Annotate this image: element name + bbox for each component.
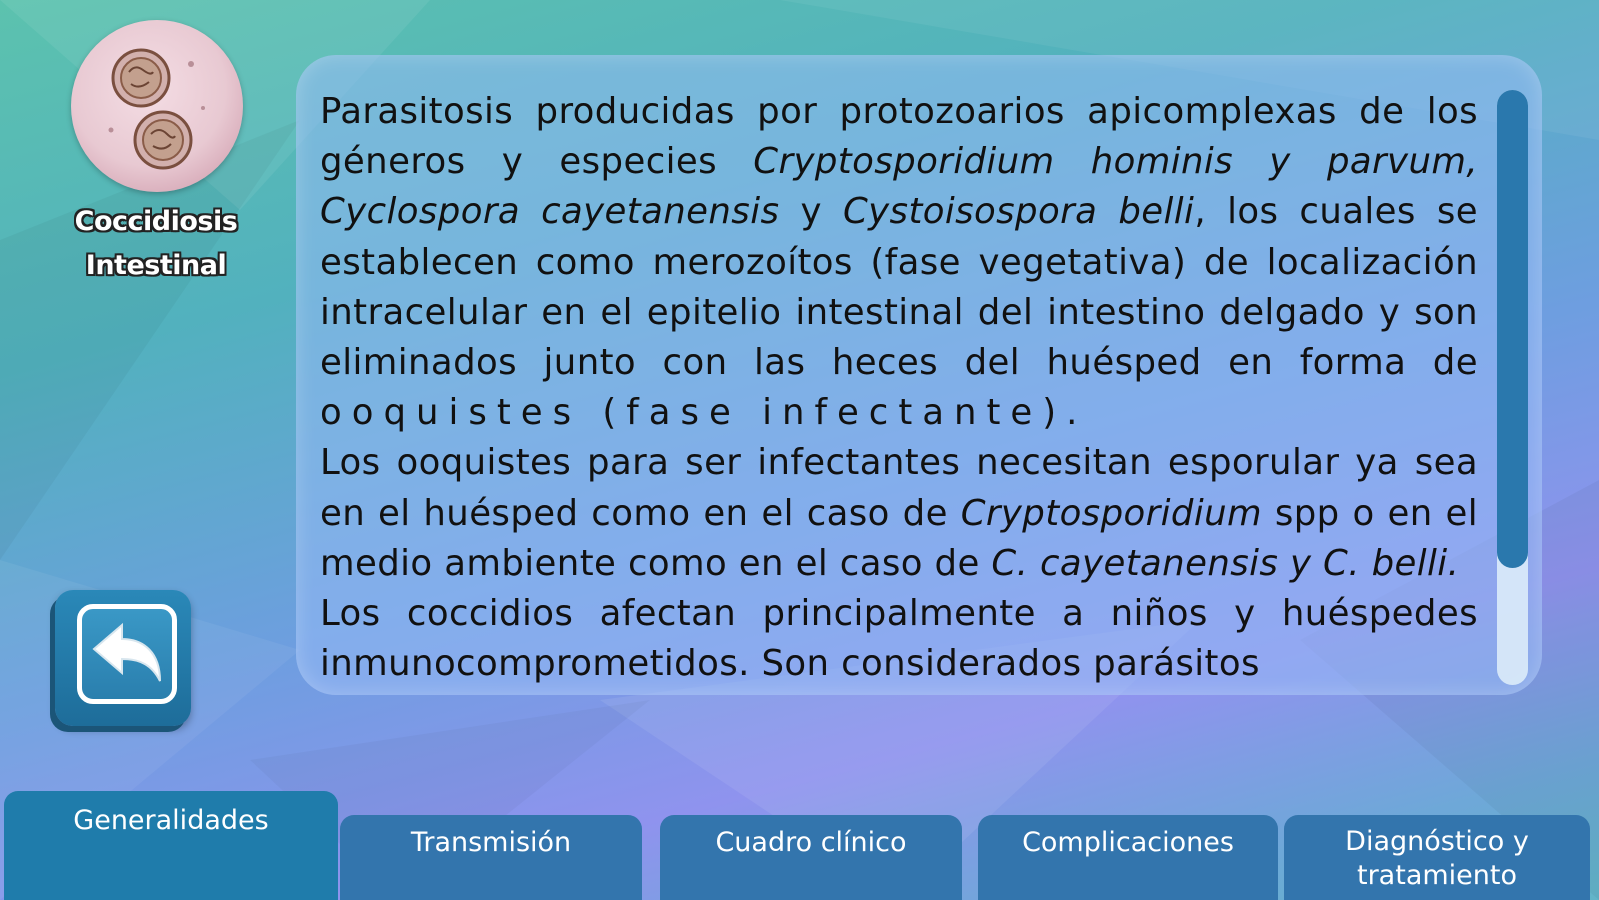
paragraph-1: Parasitosis producidas por protozoarios apicomplexas de los géneros y especies Cryptosporidium hominis y parvum, Cyclospora cayetanensis y Cystoisospora belli, los cuales se establecen como merozoítos (fase vegetativa) de localización intracelular en el epitelio intestinal del intestino delgado y son eliminados junto con las heces del huésped en forma de ooquistes (fase infectante). — [320, 91, 1478, 434]
title-line-1: Coccidiosis — [74, 206, 238, 237]
scrollbar[interactable] — [1497, 90, 1528, 685]
content-text — [320, 87, 1478, 684]
content-panel[interactable] — [296, 55, 1542, 695]
tab-transmision[interactable]: Transmisión — [340, 815, 642, 900]
parasite-image — [71, 20, 243, 192]
title-line-2: Intestinal — [85, 250, 227, 281]
tab-diagnostico-tratamiento[interactable]: Diagnóstico y tratamiento — [1284, 815, 1590, 900]
tab-generalidades[interactable]: Generalidades — [4, 791, 338, 900]
tab-cuadro-clinico[interactable]: Cuadro clínico — [660, 815, 962, 900]
back-button[interactable] — [55, 590, 191, 726]
tab-complicaciones[interactable]: Complicaciones — [978, 815, 1278, 900]
back-arrow-icon — [90, 621, 164, 687]
scrollbar-thumb[interactable] — [1497, 90, 1528, 568]
page-title — [50, 200, 262, 288]
paragraph-2: Los ooquistes para ser infectantes necesitan esporular ya sea en el huésped como en el caso de Cryptosporidium spp o en el medio ambiente como en el caso de C. cayetanensis y C. belli. — [320, 442, 1478, 584]
paragraph-3: Los coccidios afectan principalmente a niños y huéspedes inmunocomprometidos. Son considerados parásitos — [320, 593, 1478, 684]
